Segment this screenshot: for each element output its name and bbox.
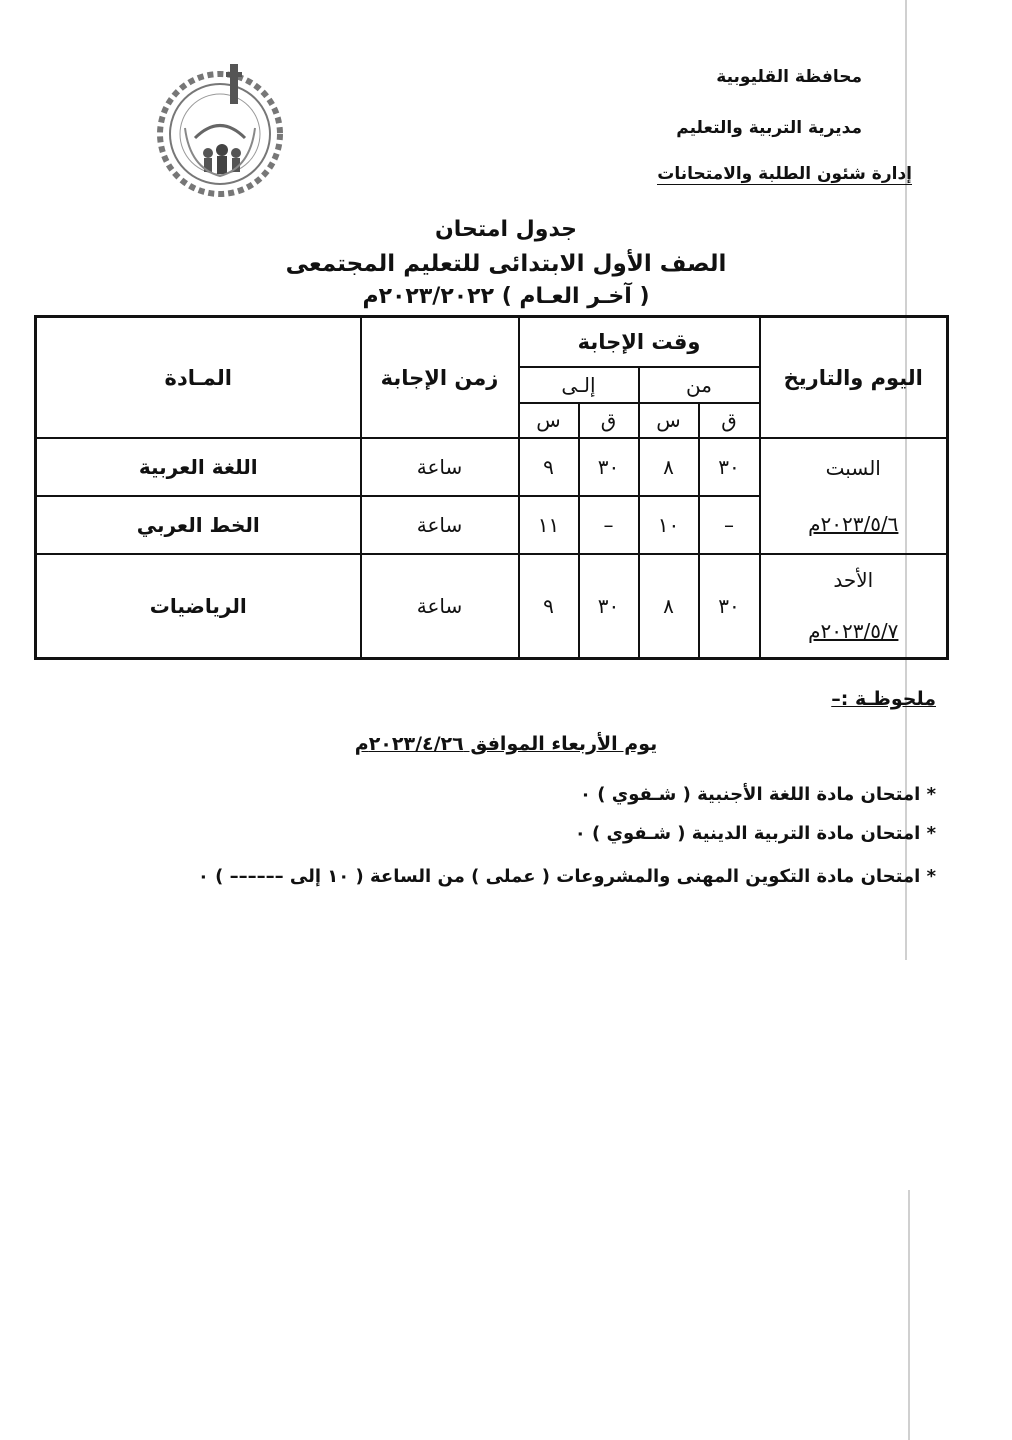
- day-date-cell: [760, 438, 948, 553]
- to-hour: ٩: [519, 438, 579, 496]
- header-from-hour: س: [639, 403, 699, 439]
- header-answer-time: وقت الإجابة: [519, 317, 760, 367]
- scan-line: [908, 1190, 910, 1440]
- note-item-1: * امتحان مادة اللغة الأجنبية ( شـفوي ) ٠: [580, 784, 936, 805]
- header-to: إلـى: [519, 367, 639, 403]
- from-minute: –: [699, 496, 760, 554]
- day-date-cell: [760, 554, 948, 659]
- header-to-minute: ق: [579, 403, 639, 439]
- duration: ساعة: [361, 496, 519, 554]
- from-hour: ٨: [639, 554, 699, 659]
- to-hour: ٩: [519, 554, 579, 659]
- header-from: من: [639, 367, 760, 403]
- from-minute: ٣٠: [699, 438, 760, 496]
- duration: ساعة: [361, 554, 519, 659]
- table-row: [36, 554, 948, 659]
- header-duration: زمن الإجابة: [361, 317, 519, 439]
- note-item-3: * امتحان مادة التكوين المهنى والمشروعات ( عملى ) من الساعة ( ١٠ إلى –––––– ) ٠: [197, 866, 936, 887]
- subject: اللغة العربية: [36, 438, 361, 496]
- to-minute: ٣٠: [579, 554, 639, 659]
- from-hour: ١٠: [639, 496, 699, 554]
- exam-date: ٢٠٢٣/٥/٦م: [808, 512, 899, 537]
- department-label: إدارة شئون الطلبة والامتحانات: [657, 164, 912, 184]
- to-minute: –: [579, 496, 639, 554]
- doc-title-1: جدول امتحان: [434, 217, 578, 242]
- header-day-date: اليوم والتاريخ: [760, 317, 948, 439]
- duration: ساعة: [361, 438, 519, 496]
- notes-date-line: يوم الأربعاء الموافق ٢٠٢٣/٤/٢٦م: [354, 733, 658, 755]
- exam-schedule-table: [34, 315, 949, 660]
- doc-title-3: ( آخـر العـام ) ٢٠٢٣/٢٠٢٢م: [362, 284, 650, 309]
- notes-title: ملحوظـة :–: [831, 688, 936, 710]
- subject: الرياضيات: [36, 554, 361, 659]
- note-item-2: * امتحان مادة التربية الدينية ( شـفوي ) ٠: [574, 823, 936, 844]
- exam-date: ٢٠٢٣/٥/٧م: [808, 619, 899, 644]
- to-hour: ١١: [519, 496, 579, 554]
- to-minute: ٣٠: [579, 438, 639, 496]
- directorate-label: مديرية التربية والتعليم: [676, 118, 862, 138]
- ministry-logo: [150, 58, 290, 198]
- header-from-minute: ق: [699, 403, 760, 439]
- subject: الخط العربي: [36, 496, 361, 554]
- table-row: [36, 438, 948, 496]
- header-to-hour: س: [519, 403, 579, 439]
- day-name: الأحد: [833, 568, 874, 593]
- header-subject: المـادة: [36, 317, 361, 439]
- from-minute: ٣٠: [699, 554, 760, 659]
- governorate-label: محافظة القليوبية: [716, 67, 862, 87]
- doc-title-2: الصف الأول الابتدائى للتعليم المجتمعى: [285, 251, 727, 277]
- day-name: السبت: [825, 455, 881, 480]
- from-hour: ٨: [639, 438, 699, 496]
